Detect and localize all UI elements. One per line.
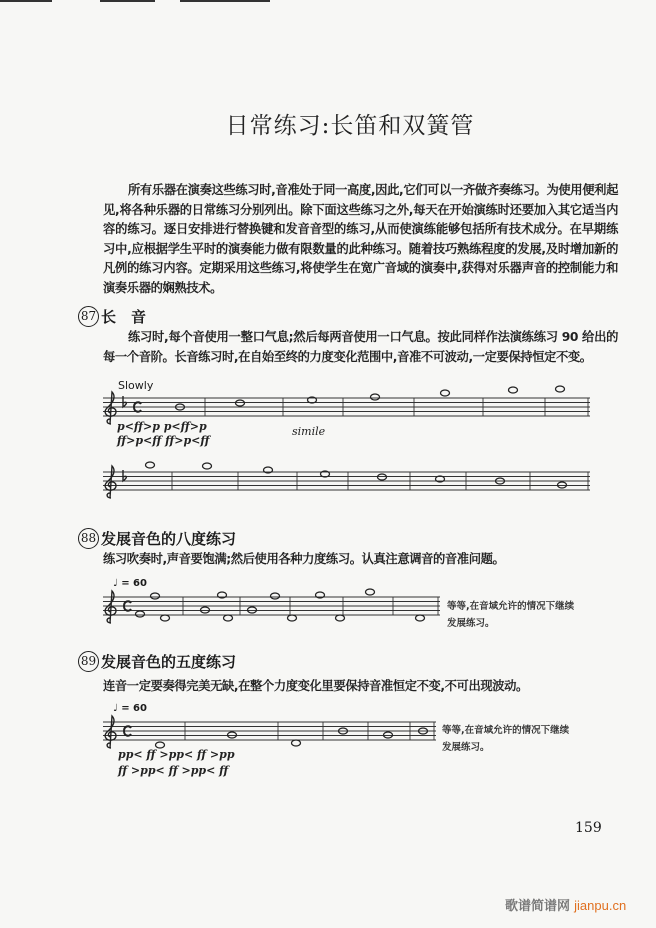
note-head — [441, 390, 450, 396]
section-87-text: 练习时,每个音使用一整口气息;然后每两音使用一口气息。按此同样作法演练练习 90 给出的每一个音阶。长音练习时,在自始至终的力度变化范围中,音准不可波动,一定要保持恒定不变。 — [103, 330, 618, 364]
note-head — [203, 463, 212, 469]
note-head — [224, 615, 233, 621]
section-title: 长 音 — [101, 307, 147, 326]
note-head — [161, 615, 170, 621]
watermark-url: jianpu.cn — [574, 898, 627, 913]
section-89-text: 连音一定要奏得完美无缺,在整个力度变化里要保持音准恒定不变,不可出现波动。 — [103, 679, 528, 693]
dynamics-line-1: p<ff>p p<ff>p — [117, 420, 207, 433]
note-head — [509, 387, 518, 393]
dynamics-line-2: ff>p<ff ff>p<ff — [117, 434, 210, 447]
treble-clef-icon — [105, 466, 116, 498]
page-number: 159 — [575, 820, 602, 836]
section-title: 发展音色的五度练习 — [101, 652, 237, 671]
note-head — [371, 394, 380, 400]
note-head — [558, 482, 567, 488]
note-head — [378, 474, 387, 480]
note-head — [151, 593, 160, 599]
note-head — [146, 462, 155, 468]
tempo-marking: ♩ = 60 — [113, 578, 147, 589]
note-head — [201, 607, 210, 613]
note-head — [288, 615, 297, 621]
section-title: 发展音色的八度练习 — [101, 529, 237, 548]
side-note-line: 发展练习。 — [447, 618, 495, 629]
dynamics-line-1: pp< ff >pp< ff >pp — [118, 748, 235, 761]
side-note-line: 发展练习。 — [442, 742, 490, 753]
watermark-text: 歌谱简谱网 — [505, 899, 571, 914]
treble-clef-icon — [105, 392, 116, 424]
note-head — [236, 400, 245, 406]
note-head — [292, 740, 301, 746]
treble-clef-icon — [105, 716, 116, 748]
simile-marking: simile — [292, 425, 326, 438]
note-head — [136, 611, 145, 617]
note-head — [228, 732, 237, 738]
page-title: 日常练习:长笛和双簧管 — [225, 113, 475, 139]
tempo-marking: ♩ = 60 — [113, 703, 147, 714]
exercise-number: 89 — [78, 651, 99, 672]
note-head — [556, 386, 565, 392]
side-note-line: 等等,在音域允许的情况下继续 — [447, 601, 575, 612]
tempo-marking: Slowly — [118, 379, 154, 392]
note-head — [156, 742, 165, 748]
note-head — [271, 593, 280, 599]
note-head — [248, 607, 257, 613]
section-88-text: 练习吹奏时,声音要饱满;然后使用各种力度练习。认真注意调音的音准问题。 — [103, 552, 505, 566]
exercise-number: 88 — [78, 528, 99, 549]
side-note-line: 等等,在音域允许的情况下继续 — [442, 725, 570, 736]
exercise-number: 87 — [78, 306, 99, 327]
intro-paragraph: 所有乐器在演奏这些练习时,音准处于同一高度,因此,它们可以一齐做齐奏练习。为使用便利起见,将各种乐器的日常练习分别列出。除下面这些练习之外,每天在开始演练时还要加入其它适当内容的练习。逐日安排进行替换键和发音音型的练习,从而使演练能够包括所有技术成分。在早期练习中,应根据学生平时的演奏能力做有限数量的此种练习。随着技巧熟练程度的发展,及时增加新的凡例的练习内容。定期采用这些练习,将使学生在宽广音域的演奏中,获得对乐器声音的控制能力和演奏乐器的娴熟技术。 — [103, 183, 618, 295]
treble-clef-icon — [105, 591, 116, 623]
note-head — [366, 589, 375, 595]
note-head — [416, 615, 425, 621]
watermark — [505, 898, 626, 915]
note-head — [384, 732, 393, 738]
note-head — [336, 615, 345, 621]
dynamics-line-2: ff >pp< ff >pp< ff — [118, 764, 229, 777]
